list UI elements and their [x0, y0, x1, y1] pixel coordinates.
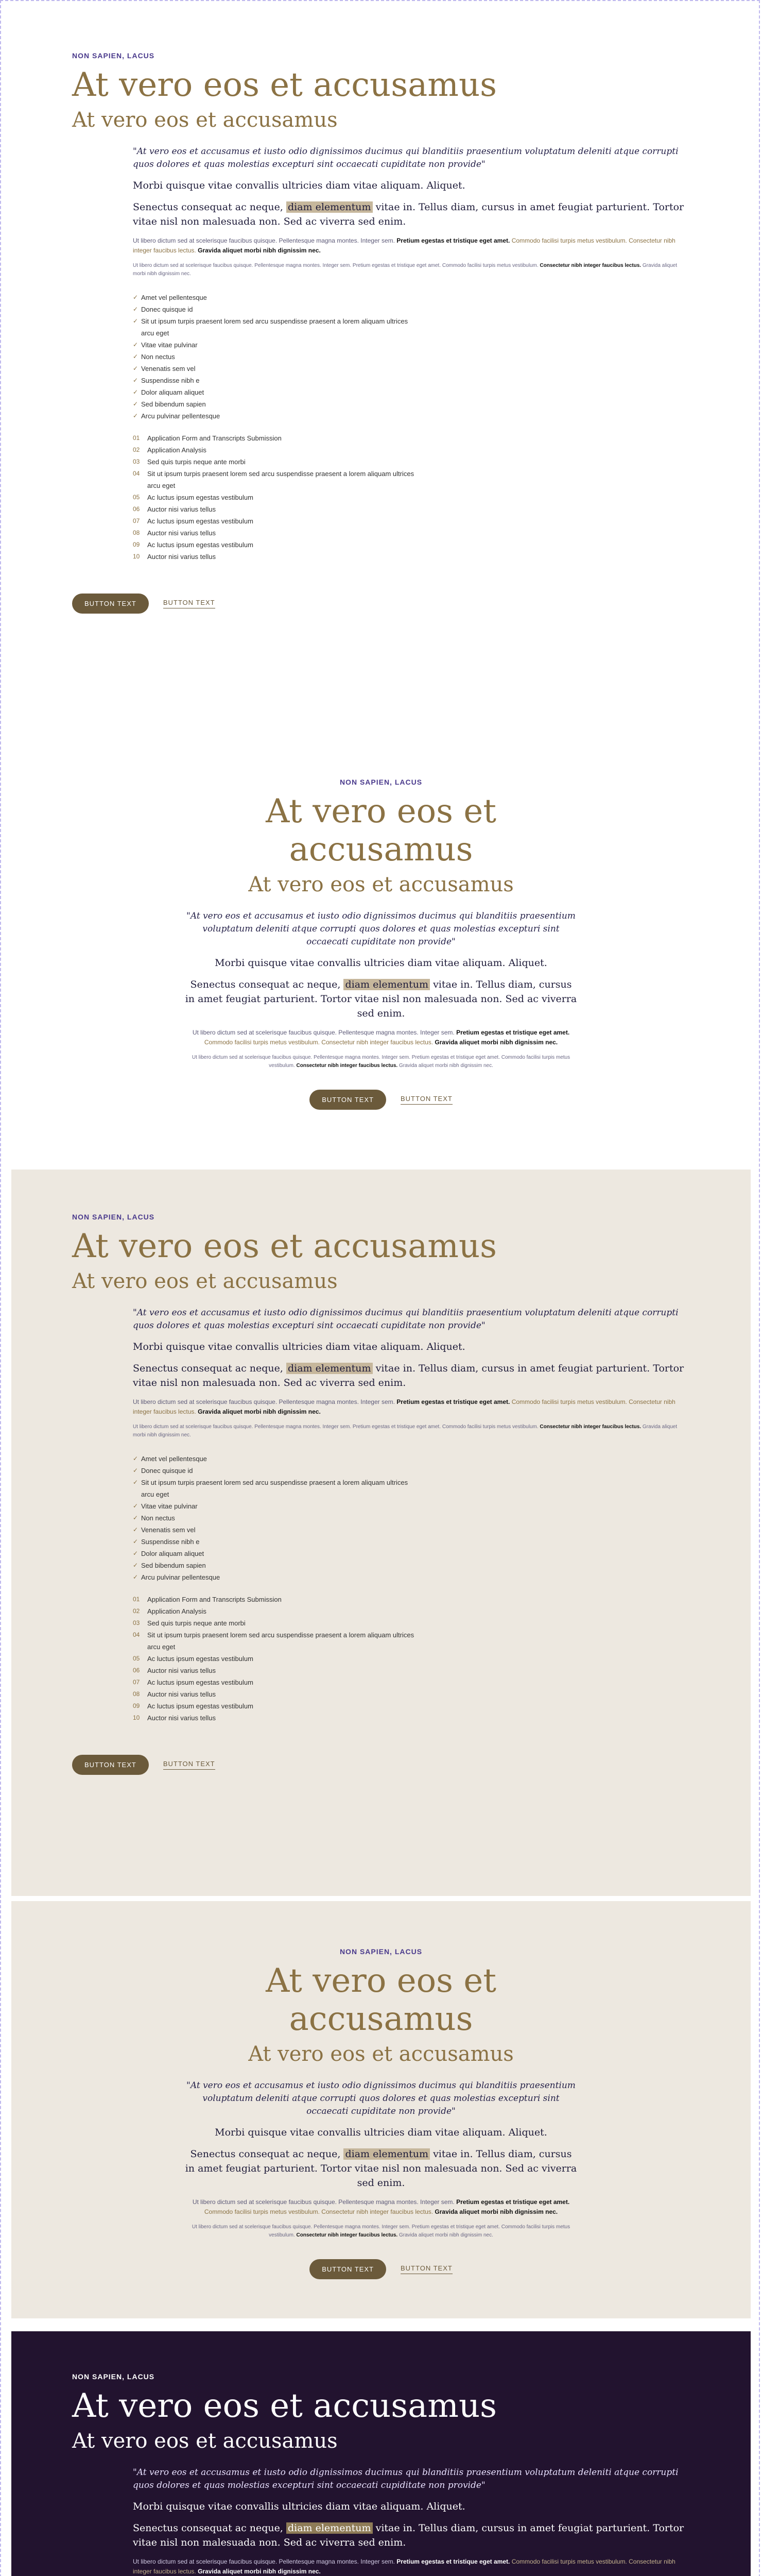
numbered-list: [133, 432, 421, 563]
check-icon: ✓: [133, 377, 138, 384]
heading-h1: At vero eos et accusamus: [72, 1227, 497, 1265]
body-tiny: Ut libero dictum sed at scelerisque faucibus quisque. Pellentesque magna montes. Integer sem. Pretium egestas et tristique eget amet. Commodo facilisi turpis metus vestibulum. Consectetur nibh integer faucibus lectus. Gravida aliquet morbi nibh dignissim nec.: [192, 1055, 570, 1069]
list-item: 05 Ac luctus ipsum egestas vestibulum: [133, 494, 253, 501]
list-item: ✓ Arcu pulvinar pellentesque: [133, 1571, 421, 1583]
lead-text: Morbi quisque vitae convallis ultricies diam vitae aliquam. Aliquet.: [215, 2127, 547, 2138]
list-item: 08 Auctor nisi varius tellus: [133, 1690, 216, 1698]
body-small: Ut libero dictum sed at scelerisque faucibus quisque. Pellentesque magna montes. Integer sem. Pretium egestas et tristique eget amet. Commodo facilisi turpis metus vestibulum. Consectetur nibh integer faucibus lectus. Gravida aliquet morbi nibh dignissim nec.: [192, 1029, 570, 1046]
check-icon: ✓: [133, 1467, 138, 1474]
check-icon: ✓: [133, 294, 138, 301]
primary-button[interactable]: BUTTON TEXT: [72, 594, 149, 614]
lead-text: Morbi quisque vitae convallis ultricies diam vitae aliquam. Aliquet.: [133, 1341, 465, 1352]
highlight: diam elementum: [286, 1363, 373, 1374]
primary-button[interactable]: BUTTON TEXT: [72, 1755, 149, 1775]
heading-h1: At vero eos et accusamus: [72, 66, 497, 104]
list-item: ✓ Sed bibendum sapien: [133, 398, 421, 410]
text-link-button[interactable]: BUTTON TEXT: [163, 1760, 215, 1770]
overline: NON SAPIEN, LACUS: [339, 778, 423, 786]
list-item: 06 Auctor nisi varius tellus: [133, 1667, 216, 1674]
primary-button[interactable]: BUTTON TEXT: [309, 1090, 386, 1110]
list-item: 07 Ac luctus ipsum egestas vestibulum: [133, 1679, 253, 1686]
heading-h1: At vero eos et accusamus: [72, 2387, 497, 2425]
text-link-button[interactable]: BUTTON TEXT: [401, 1095, 453, 1105]
lead-text: Morbi quisque vitae convallis ultricies diam vitae aliquam. Aliquet.: [133, 180, 465, 191]
list-item: 06 Auctor nisi varius tellus: [133, 505, 216, 513]
section-beige-center: [11, 1901, 751, 2318]
list-item: 08 Auctor nisi varius tellus: [133, 529, 216, 537]
check-icon: ✓: [133, 317, 138, 325]
check-icon: ✓: [133, 1562, 138, 1569]
list-item: ✓ Non nectus: [133, 351, 421, 363]
list-item: 07 Ac luctus ipsum egestas vestibulum: [133, 517, 253, 525]
check-icon: ✓: [133, 1538, 138, 1545]
button-row: [72, 594, 690, 614]
check-icon: ✓: [133, 341, 138, 348]
heading-h1: At vero eos et accusamus: [266, 1962, 496, 2038]
list-item: ✓ Sit ut ipsum turpis praesent lorem sed arcu suspendisse praesent a lorem aliquam ultrices arcu eget: [133, 315, 421, 339]
list-item: 02 Application Analysis: [133, 446, 206, 454]
heading-h2: At vero eos et accusamus: [72, 1269, 338, 1293]
list-item: ✓ Vitae vitae pulvinar: [133, 339, 421, 351]
button-row: [72, 1755, 690, 1775]
list-item: ✓ Vitae vitae pulvinar: [133, 1500, 421, 1512]
text-link-button[interactable]: BUTTON TEXT: [401, 2264, 453, 2274]
check-icon: ✓: [133, 353, 138, 360]
list-item: 02 Application Analysis: [133, 1607, 206, 1615]
quote: "At vero eos et accusamus et iusto odio dignissimos ducimus qui blanditiis praesentium voluptatum deleniti atque corrupti quos dolores et quas molestias excepturi sint occaecati cupiditate non provide": [133, 146, 679, 170]
overline: NON SAPIEN, LACUS: [339, 1947, 423, 1956]
quote: "At vero eos et accusamus et iusto odio dignissimos ducimus qui blanditiis praesentium voluptatum deleniti atque corrupti quos dolores et quas molestias excepturi sint occaecati cupiditate non provide": [133, 2467, 679, 2490]
lead-text-highlight: Senectus consequat ac neque, diam elementum vitae in. Tellus diam, cursus in amet feugiat parturient. Tortor vitae nisl non malesuada non. Sed ac viverra sed enim.: [185, 979, 577, 1019]
lead-text: Morbi quisque vitae convallis ultricies diam vitae aliquam. Aliquet.: [133, 2501, 465, 2512]
list-item: 01 Application Form and Transcripts Submission: [133, 434, 282, 442]
overline: NON SAPIEN, LACUS: [72, 1213, 155, 1221]
check-icon: ✓: [133, 1550, 138, 1557]
lead-text-highlight: Senectus consequat ac neque, diam elementum vitae in. Tellus diam, cursus in amet feugiat parturient. Tortor vitae nisl non malesuada non. Sed ac viverra sed enim.: [185, 2148, 577, 2189]
highlight: diam elementum: [343, 2148, 430, 2160]
list-item: ✓ Non nectus: [133, 1512, 421, 1524]
quote: "At vero eos et accusamus et iusto odio dignissimos ducimus qui blanditiis praesentium voluptatum deleniti atque corrupti quos dolores et quas molestias excepturi sint occaecati cupiditate non provide": [133, 1308, 679, 1331]
text-link-button[interactable]: BUTTON TEXT: [163, 599, 215, 608]
check-icon: ✓: [133, 1526, 138, 1533]
heading-h2: At vero eos et accusamus: [248, 2042, 514, 2066]
body-small: Ut libero dictum sed at scelerisque faucibus quisque. Pellentesque magna montes. Integer sem. Pretium egestas et tristique eget amet. Commodo facilisi turpis metus vestibulum. Consectetur nibh integer faucibus lectus. Gravida aliquet morbi nibh dignissim nec.: [133, 2558, 676, 2575]
button-row: [184, 1090, 578, 1110]
list-item: 03 Sed quis turpis neque ante morbi: [133, 458, 246, 466]
section-beige-left: [11, 1170, 751, 1896]
list-item: ✓ Donec quisque id: [133, 1465, 421, 1477]
checklist: [133, 1453, 421, 1583]
check-icon: ✓: [133, 1455, 138, 1462]
overline: NON SAPIEN, LACUS: [72, 2372, 155, 2381]
button-row: [184, 2259, 578, 2279]
list-item: ✓ Amet vel pellentesque: [133, 1453, 421, 1465]
list-item: ✓ Venenatis sem vel: [133, 363, 421, 375]
list-item: 09 Ac luctus ipsum egestas vestibulum: [133, 1702, 253, 1710]
section-light-left: [11, 31, 751, 778]
highlight: diam elementum: [343, 979, 430, 990]
primary-button[interactable]: BUTTON TEXT: [309, 2259, 386, 2279]
highlight: diam elementum: [286, 201, 373, 213]
check-icon: ✓: [133, 400, 138, 408]
check-icon: ✓: [133, 365, 138, 372]
quote: "At vero eos et accusamus et iusto odio dignissimos ducimus qui blanditiis praesentium voluptatum deleniti atque corrupti quos dolores et quas molestias excepturi sint occaecati cupiditate non provide": [186, 2080, 576, 2116]
body-tiny: Ut libero dictum sed at scelerisque faucibus quisque. Pellentesque magna montes. Integer sem. Pretium egestas et tristique eget amet. Commodo facilisi turpis metus vestibulum. Consectetur nibh integer faucibus lectus. Gravida aliquet morbi nibh dignissim nec.: [133, 263, 678, 277]
body-small: Ut libero dictum sed at scelerisque faucibus quisque. Pellentesque magna montes. Integer sem. Pretium egestas et tristique eget amet. Commodo facilisi turpis metus vestibulum. Consectetur nibh integer faucibus lectus. Gravida aliquet morbi nibh dignissim nec.: [133, 237, 676, 254]
list-item: 05 Ac luctus ipsum egestas vestibulum: [133, 1655, 253, 1663]
heading-h2: At vero eos et accusamus: [248, 873, 514, 896]
lead-text: Morbi quisque vitae convallis ultricies diam vitae aliquam. Aliquet.: [215, 957, 547, 969]
checklist: [133, 292, 421, 422]
body-tiny: Ut libero dictum sed at scelerisque faucibus quisque. Pellentesque magna montes. Integer sem. Pretium egestas et tristique eget amet. Commodo facilisi turpis metus vestibulum. Consectetur nibh integer faucibus lectus. Gravida aliquet morbi nibh dignissim nec.: [133, 1424, 678, 1438]
body-tiny: Ut libero dictum sed at scelerisque faucibus quisque. Pellentesque magna montes. Integer sem. Pretium egestas et tristique eget amet. Commodo facilisi turpis metus vestibulum. Consectetur nibh integer faucibus lectus. Gravida aliquet morbi nibh dignissim nec.: [192, 2224, 570, 2238]
overline: NON SAPIEN, LACUS: [72, 52, 155, 60]
highlight: diam elementum: [286, 2522, 373, 2534]
list-item: ✓ Arcu pulvinar pellentesque: [133, 410, 421, 422]
check-icon: ✓: [133, 306, 138, 313]
check-icon: ✓: [133, 1502, 138, 1510]
check-icon: ✓: [133, 412, 138, 419]
check-icon: ✓: [133, 1573, 138, 1581]
section-light-center: [11, 778, 751, 1149]
check-icon: ✓: [133, 1514, 138, 1521]
section-dark-left: [11, 2331, 751, 2576]
heading-h2: At vero eos et accusamus: [72, 108, 338, 132]
list-item: ✓ Sed bibendum sapien: [133, 1560, 421, 1571]
list-item: 04 Sit ut ipsum turpis praesent lorem sed arcu suspendisse praesent a lorem aliquam ultrices arcu eget: [133, 1631, 414, 1651]
list-item: ✓ Donec quisque id: [133, 303, 421, 315]
list-item: ✓ Amet vel pellentesque: [133, 292, 421, 303]
list-item: 10 Auctor nisi varius tellus: [133, 1714, 216, 1722]
list-item: ✓ Suspendisse nibh e: [133, 1536, 421, 1548]
list-item: 10 Auctor nisi varius tellus: [133, 553, 216, 561]
heading-h1: At vero eos et accusamus: [266, 792, 496, 869]
list-item: 09 Ac luctus ipsum egestas vestibulum: [133, 541, 253, 549]
quote: "At vero eos et accusamus et iusto odio dignissimos ducimus qui blanditiis praesentium voluptatum deleniti atque corrupti quos dolores et quas molestias excepturi sint occaecati cupiditate non provide": [186, 911, 576, 947]
list-item: 04 Sit ut ipsum turpis praesent lorem sed arcu suspendisse praesent a lorem aliquam ultrices arcu eget: [133, 470, 414, 489]
list-item: ✓ Suspendisse nibh e: [133, 375, 421, 386]
lead-text-highlight: Senectus consequat ac neque, diam elementum vitae in. Tellus diam, cursus in amet feugiat parturient. Tortor vitae nisl non malesuada non. Sed ac viverra sed enim.: [133, 201, 684, 227]
list-item: ✓ Dolor aliquam aliquet: [133, 386, 421, 398]
list-item: 03 Sed quis turpis neque ante morbi: [133, 1619, 246, 1627]
list-item: ✓ Dolor aliquam aliquet: [133, 1548, 421, 1560]
check-icon: ✓: [133, 388, 138, 396]
heading-h2: At vero eos et accusamus: [72, 2429, 338, 2453]
numbered-list: [133, 1594, 421, 1724]
list-item: 01 Application Form and Transcripts Submission: [133, 1596, 282, 1603]
check-icon: ✓: [133, 1479, 138, 1486]
list-item: ✓ Sit ut ipsum turpis praesent lorem sed arcu suspendisse praesent a lorem aliquam ultrices arcu eget: [133, 1477, 421, 1500]
body-small: Ut libero dictum sed at scelerisque faucibus quisque. Pellentesque magna montes. Integer sem. Pretium egestas et tristique eget amet. Commodo facilisi turpis metus vestibulum. Consectetur nibh integer faucibus lectus. Gravida aliquet morbi nibh dignissim nec.: [133, 1398, 676, 1415]
body-small: Ut libero dictum sed at scelerisque faucibus quisque. Pellentesque magna montes. Integer sem. Pretium egestas et tristique eget amet. Commodo facilisi turpis metus vestibulum. Consectetur nibh integer faucibus lectus. Gravida aliquet morbi nibh dignissim nec.: [192, 2198, 570, 2215]
lead-text-highlight: Senectus consequat ac neque, diam elementum vitae in. Tellus diam, cursus in amet feugiat parturient. Tortor vitae nisl non malesuada non. Sed ac viverra sed enim.: [133, 2522, 684, 2548]
list-item: ✓ Venenatis sem vel: [133, 1524, 421, 1536]
lead-text-highlight: Senectus consequat ac neque, diam elementum vitae in. Tellus diam, cursus in amet feugiat parturient. Tortor vitae nisl non malesuada non. Sed ac viverra sed enim.: [133, 1363, 684, 1388]
